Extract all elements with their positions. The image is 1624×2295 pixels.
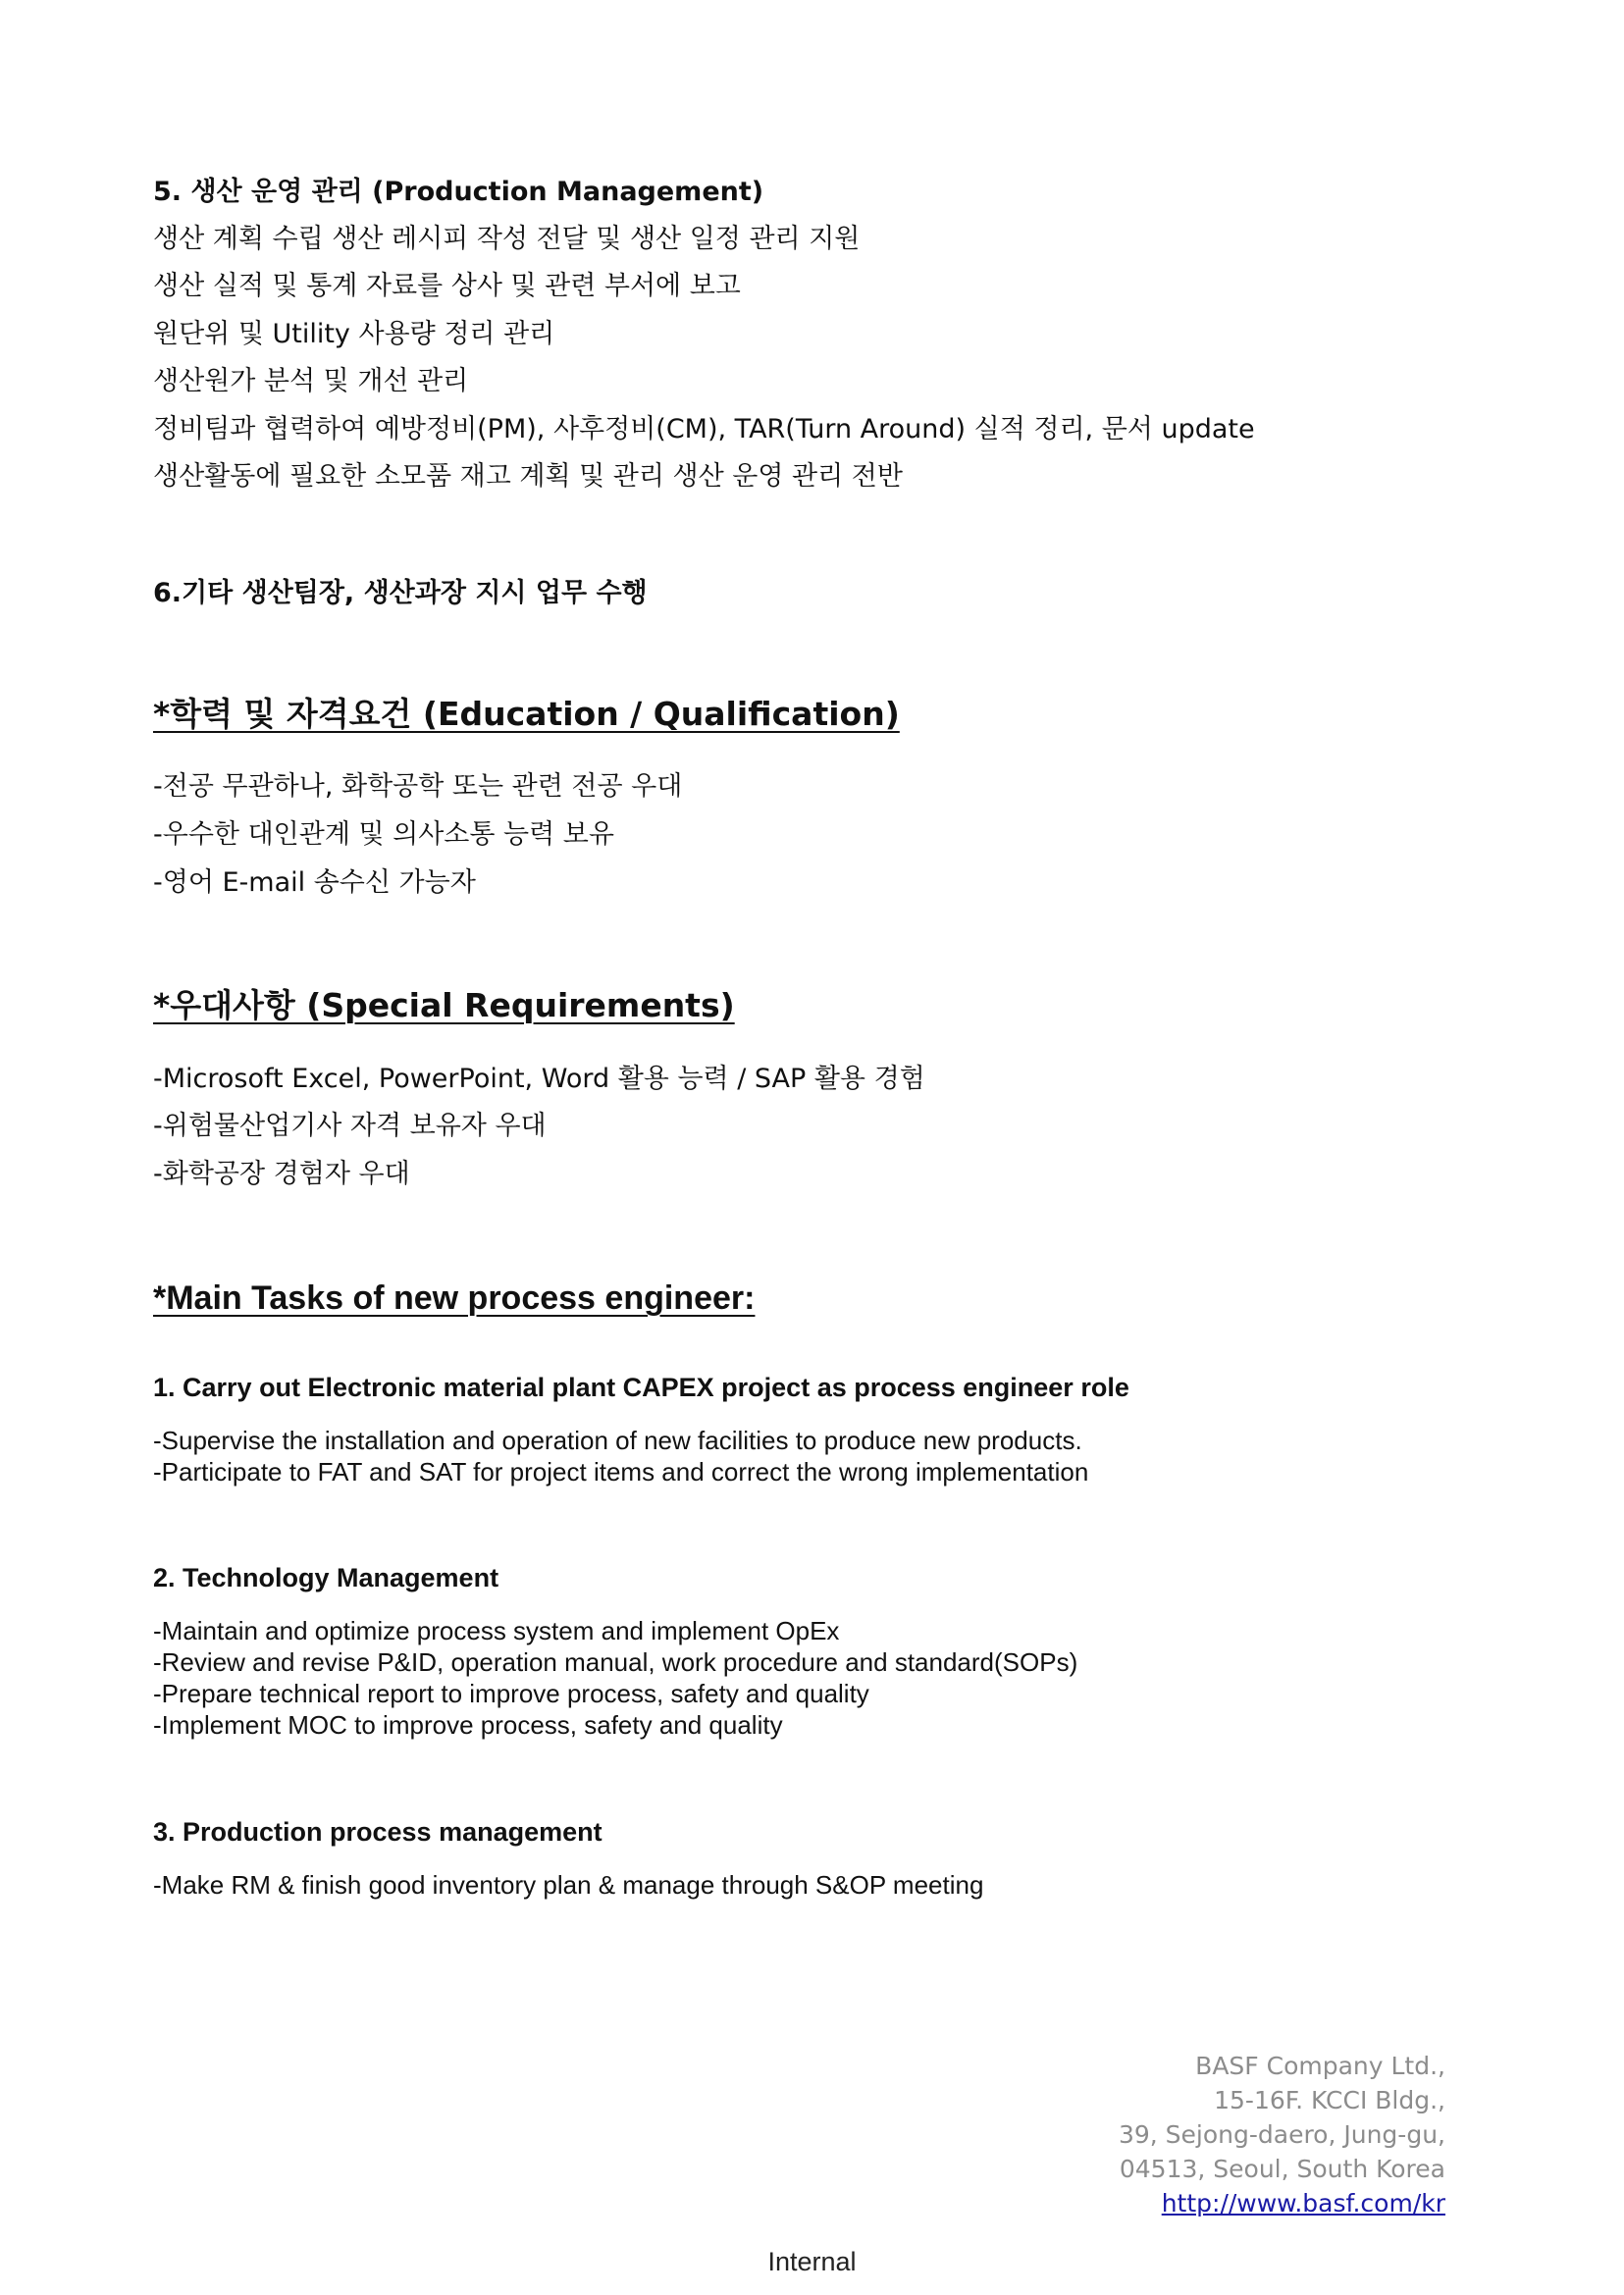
section-5-line: 생산 실적 및 통계 자료를 상사 및 관련 부서에 보고 <box>153 271 741 301</box>
task-3-line: -Make RM & finish good inventory plan & manage through S&OP meeting <box>153 1870 984 1900</box>
task-1-line: -Participate to FAT and SAT for project items and correct the wrong implementation <box>153 1457 1089 1487</box>
task-2-heading: 2. Technology Management <box>153 1563 499 1592</box>
section-5-line: 정비팀과 협력하여 예방정비(PM), 사후정비(CM), TAR(Turn Around) 실적 정리, 문서 update <box>153 414 1255 444</box>
task-1-line: -Supervise the installation and operation of new facilities to produce new products. <box>153 1426 1082 1455</box>
task-2-line: -Review and revise P&ID, operation manual, work procedure and standard(SOPs) <box>153 1647 1078 1677</box>
section-5-line: 생산활동에 필요한 소모품 재고 계획 및 관리 생산 운영 관리 전반 <box>153 461 903 492</box>
task-1-heading: 1. Carry out Electronic material plant CAPEX project as process engineer role <box>153 1373 1129 1402</box>
task-2-line: -Implement MOC to improve process, safety and quality <box>153 1710 783 1740</box>
address-line: BASF Company Ltd., <box>1195 2052 1445 2080</box>
task-2-line: -Prepare technical report to improve process, safety and quality <box>153 1679 869 1708</box>
address-line: 39, Sejong-daero, Jung-gu, <box>1118 2120 1445 2149</box>
education-line: -전공 무관하나, 화학공학 또는 관련 전공 우대 <box>153 771 683 802</box>
special-requirements-line: -Microsoft Excel, PowerPoint, Word 활용 능력 / SAP 활용 경험 <box>153 1064 925 1094</box>
special-requirements-heading: *우대사항 (Special Requirements) <box>153 986 735 1024</box>
task-1-body <box>153 1426 1088 1488</box>
special-requirements-line: -위험물산업기사 자격 보유자 우대 <box>153 1111 547 1141</box>
section-6-heading: 6.기타 생산팀장, 생산과장 지시 업무 수행 <box>153 578 648 608</box>
education-line: -우수한 대인관계 및 의사소통 능력 보유 <box>153 819 614 850</box>
section-5-line: 생산 계획 수립 생산 레시피 작성 전달 및 생산 일정 관리 지원 <box>153 224 861 254</box>
website-link[interactable]: http://www.basf.com/kr <box>1161 2189 1445 2217</box>
address-line: 04513, Seoul, South Korea <box>1119 2155 1445 2183</box>
special-requirements-line: -화학공장 경험자 우대 <box>153 1159 410 1189</box>
task-3-body <box>153 1870 983 1902</box>
education-heading: *학력 및 자격요건 (Education / Qualification) <box>153 695 900 733</box>
section-5-line: 원단위 및 Utility 사용량 정리 관리 <box>153 319 555 349</box>
company-address <box>1119 2049 1445 2220</box>
task-3-heading: 3. Production process management <box>153 1817 602 1847</box>
classification-label: Internal <box>767 2247 857 2276</box>
task-2-line: -Maintain and optimize process system and implement OpEx <box>153 1616 840 1645</box>
section-5-heading: 5. 생산 운영 관리 (Production Management) <box>153 177 764 207</box>
section-5-line: 생산원가 분석 및 개선 관리 <box>153 366 469 396</box>
main-tasks-heading: *Main Tasks of new process engineer: <box>153 1279 756 1317</box>
address-line: 15-16F. KCCI Bldg., <box>1214 2086 1445 2114</box>
task-2-body <box>153 1616 1077 1742</box>
education-line: -영어 E-mail 송수신 가능자 <box>153 867 476 898</box>
